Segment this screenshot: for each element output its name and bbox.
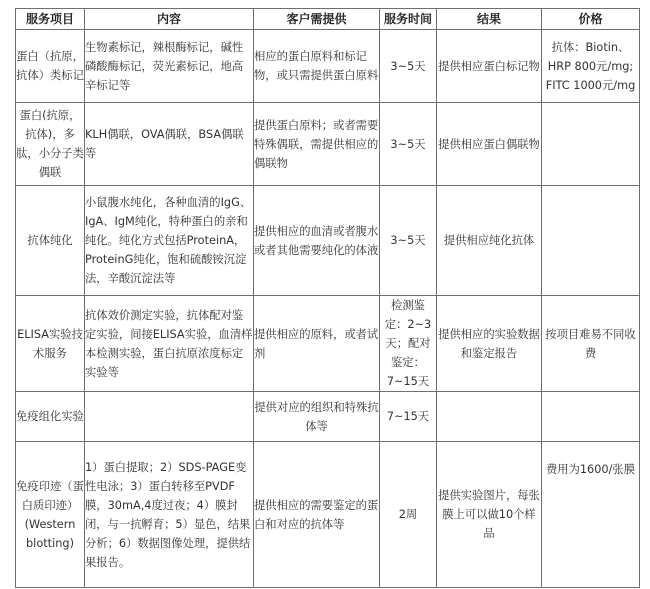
cell-item: 免疫印迹（蛋白质印迹）(Western blotting) <box>16 442 85 588</box>
cell-result: 提供相应蛋白偶联物 <box>437 103 542 186</box>
cell-item: 蛋白（抗原，抗体）类标记 <box>16 30 85 103</box>
cell-price: 抗体：Biotin、HRP 800元/mg; FITC 1000元/mg <box>542 30 640 103</box>
cell-provide: 相应的蛋白原料和标记物，或只需提供蛋白原料 <box>254 30 380 103</box>
cell-item: 免疫组化实验 <box>16 392 85 442</box>
cell-item: 抗体纯化 <box>16 186 85 296</box>
cell-item: 蛋白(抗原，抗体)，多肽，小分子类偶联 <box>16 103 85 186</box>
cell-content <box>85 392 254 442</box>
cell-price <box>542 103 640 186</box>
cell-provide: 提供相应的血清或者腹水或者其他需要纯化的体液 <box>254 186 380 296</box>
cell-content: KLH偶联，OVA偶联，BSA偶联等 <box>85 103 254 186</box>
table-row <box>16 103 640 186</box>
cell-content: 抗体效价测定实验，抗体配对鉴定实验，间接ELISA实验，血清样本检测实验，蛋白抗原浓度标定实验等 <box>85 296 254 392</box>
cell-time: 3~5天 <box>380 30 437 103</box>
cell-time: 3~5天 <box>380 103 437 186</box>
cell-provide: 提供蛋白原料；或者需要特殊偶联，需提供相应的偶联物 <box>254 103 380 186</box>
cell-result: 提供相应蛋白标记物 <box>437 30 542 103</box>
cell-item: ELISA实验技术服务 <box>16 296 85 392</box>
header-content: 内容 <box>85 9 254 30</box>
table-row <box>16 442 640 588</box>
cell-time: 2周 <box>380 442 437 588</box>
cell-result: 提供实验图片，每张膜上可以做10个样品 <box>437 442 542 588</box>
table-row <box>16 296 640 392</box>
table-row <box>16 392 640 442</box>
header-service-time: 服务时间 <box>380 9 437 30</box>
cell-price: 按项目难易不同收费 <box>542 296 640 392</box>
cell-content: 1）蛋白提取；2）SDS-PAGE变性电泳；3）蛋白转移至PVDF膜，30mA,4度过夜；4）膜封闭，与一抗孵育；5）显色，结果分析；6）数据图像处理，提供结果报告。 <box>85 442 254 588</box>
cell-time: 检测鉴定：2~3天；配对鉴定：7~15天 <box>380 296 437 392</box>
service-table <box>15 8 640 588</box>
cell-result: 提供相应的实验数据和鉴定报告 <box>437 296 542 392</box>
cell-provide: 提供相应的原料，或者试剂 <box>254 296 380 392</box>
cell-price: 费用为1600/张膜 <box>542 442 640 588</box>
table-row <box>16 186 640 296</box>
cell-provide: 提供对应的组织和特殊抗体等 <box>254 392 380 442</box>
cell-provide: 提供相应的需要鉴定的蛋白和对应的抗体等 <box>254 442 380 588</box>
header-result: 结果 <box>437 9 542 30</box>
cell-price <box>542 392 640 442</box>
cell-content: 生物素标记，辣根酶标记，碱性磷酸酶标记，荧光素标记，地高辛标记等 <box>85 30 254 103</box>
cell-result <box>437 392 542 442</box>
cell-time: 3~5天 <box>380 186 437 296</box>
cell-result: 提供相应纯化抗体 <box>437 186 542 296</box>
cell-time: 7~15天 <box>380 392 437 442</box>
header-service-item: 服务项目 <box>16 9 85 30</box>
cell-price <box>542 186 640 296</box>
header-price: 价格 <box>542 9 640 30</box>
header-customer-provides: 客户需提供 <box>254 9 380 30</box>
cell-content: 小鼠腹水纯化，各种血清的IgG、IgA、IgM纯化，特种蛋白的亲和纯化。纯化方式包括ProteinA，ProteinG纯化，饱和硫酸铵沉淀法，辛酸沉淀法等 <box>85 186 254 296</box>
table-header-row <box>16 9 640 30</box>
table-row <box>16 30 640 103</box>
